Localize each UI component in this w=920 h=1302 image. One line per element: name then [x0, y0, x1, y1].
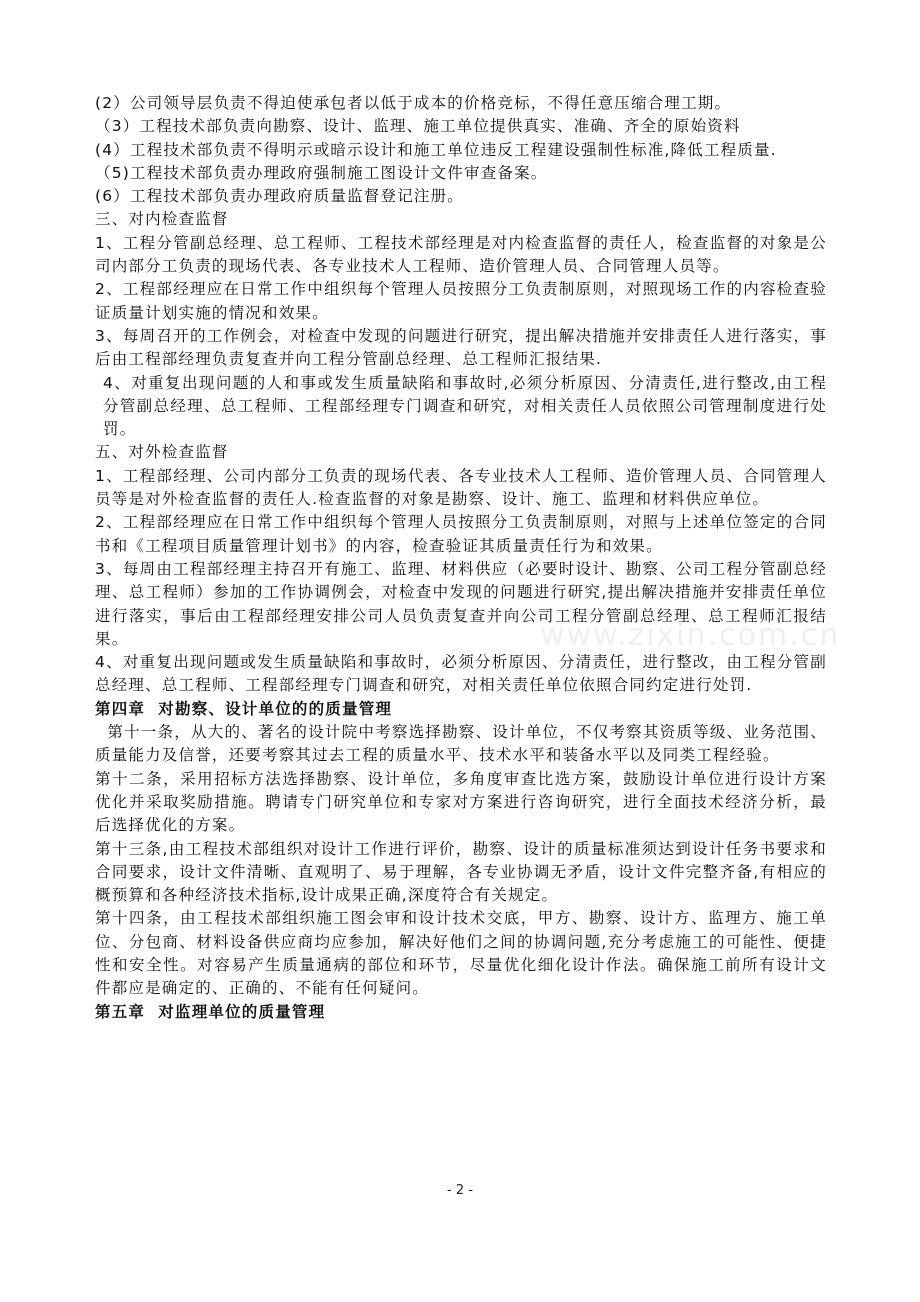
paragraph: 1、工程分管副总经理、总工程师、工程技术部经理是对内检查监督的责任人，检查监督的对象是公司内部分工负责的现场代表、各专业技术人工程师、造价管理人员、合同管理人员等。: [95, 233, 827, 276]
paragraph: （5)工程技术部负责办理政府强制施工图设计文件审查备案。: [95, 163, 548, 182]
paragraph: 4、对重复出现问题或发生质量缺陷和事故时，必须分析原因、分清责任，进行整改，由工程分管副总经理、总工程师、工程部经理专门调查和研究，对相关责任单位依照合同约定进行处罚.: [95, 653, 827, 695]
paragraph: 五、对外检查监督: [95, 443, 229, 462]
document-body: [95, 92, 827, 1024]
paragraph: 2、工程部经理应在日常工作中组织每个管理人员按照分工负责制原则，对照与上述单位签定的合同书和《工程项目质量管理计划书》的内容，检查验证其质量责任行为和效果。: [95, 513, 827, 555]
paragraph: 三、对内检查监督: [95, 210, 229, 229]
chapter-heading: 第五章 对监理单位的质量管理: [95, 1002, 326, 1021]
paragraph: (6）工程技术部负责办理政府质量监督登记注册。: [95, 187, 465, 206]
paragraph: 第十四条，由工程技术部组织施工图会审和设计技术交底，甲方、勘察、设计方、监理方、施工单位、分包商、材料设备供应商均应参加，解决好他们之间的协调问题,充分考虑施工的可能性、便捷性和安全性。对容易产生质量通病的部位和环节，尽量优化细化设计作法。确保施工前所有设计文件都应是确定的、正确的、不能有任何疑问。: [95, 909, 827, 998]
chapter-heading: 第四章 对勘察、设计单位的的质量管理: [95, 699, 393, 718]
paragraph: 3、每周召开的工作例会，对检查中发现的问题进行研究，提出解决措施并安排责任人进行落实，事后由工程部经理负责复查并向工程分管副总经理、总工程师汇报结果.: [95, 326, 827, 369]
paragraph: 1、工程部经理、公司内部分工负责的现场代表、各专业技术人工程师、造价管理人员、合同管理人员等是对外检查监督的责任人.检查监督的对象是勘察、设计、施工、监理和材料供应单位。: [95, 466, 827, 509]
paragraph: 3、每周由工程部经理主持召开有施工、监理、材料供应（必要时设计、勘察、公司工程分管副总经理、总工程师）参加的工作协调例会，对检查中发现的问题进行研究,提出解决措施并安排责任单位进行落实，事后由工程部经理安排公司人员负责复查并向公司工程分管副总经理、总工程师汇报结果。: [95, 559, 827, 648]
paragraph: 2、工程部经理应在日常工作中组织每个管理人员按照分工负责制原则，对照现场工作的内容检查验证质量计划实施的情况和效果。: [95, 280, 827, 322]
paragraph: (4）工程技术部负责不得明示或暗示设计和施工单位违反工程建设强制性标准,降低工程质量.: [95, 140, 777, 159]
page-number: - 2 -: [447, 1183, 473, 1198]
paragraph: 第十二条，采用招标方法选择勘察、设计单位，多角度审查比选方案，鼓励设计单位进行设计方案优化并采取奖励措施。聘请专门研究单位和专家对方案进行咨询研究，进行全面技术经济分析，最后选择优化的方案。: [95, 769, 827, 835]
paragraph: 第十一条，从大的、著名的设计院中考察选择勘察、设计单位，不仅考察其资质等级、业务范围、质量能力及信誉，还要考察其过去工程的质量水平、技术水平和装备水平以及同类工程经验。: [95, 723, 827, 765]
paragraph: (2）公司领导层负责不得迫使承包者以低于成本的价格竞标，不得任意压缩合理工期。: [95, 94, 732, 112]
paragraph: 4、对重复出现问题的人和事或发生质量缺陷和事故时,必须分析原因、分清责任,进行整改,由工程分管副总经理、总工程师、工程部经理专门调查和研究，对相关责任人员依照公司管理制度进行处罚。: [103, 373, 827, 439]
paragraph: （3）工程技术部负责向勘察、设计、监理、施工单位提供真实、准确、齐全的原始资料: [95, 117, 741, 136]
watermark-text: www.zixin.com.cn: [540, 618, 841, 653]
paragraph: 第十三条,由工程技术部组织对设计工作进行评价，勘察、设计的质量标准须达到设计任务书要求和合同要求，设计文件清晰、直观明了、易于理解，各专业协调无矛盾，设计文件完整齐备,有相应的概预算和各种经济技术指标,设计成果正确,深度符合有关规定。: [95, 839, 827, 905]
